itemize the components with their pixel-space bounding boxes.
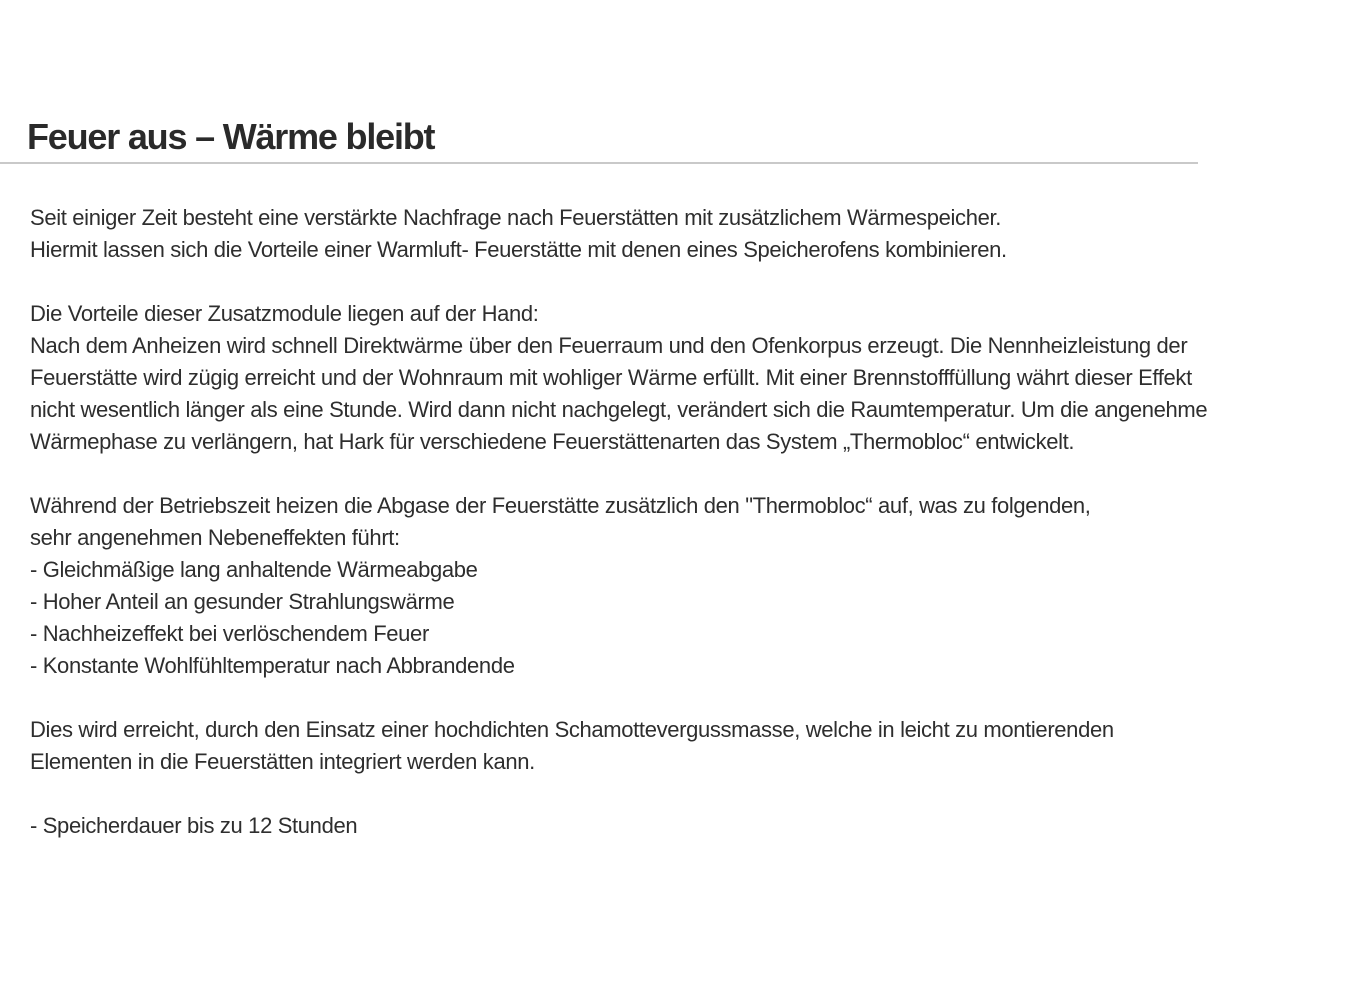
paragraph-spacer [30,682,1335,714]
page-title: Feuer aus – Wärme bleibt [27,116,435,157]
text-line: Dies wird erreicht, durch den Einsatz einer hochdichten Schamottevergussmasse, welche in leicht zu montierenden [30,717,1114,742]
paragraph-spacer [30,458,1335,490]
text-line: Während der Betriebszeit heizen die Abgase der Feuerstätte zusätzlich den "Thermobloc“ auf, was zu folgenden, [30,493,1091,518]
paragraph-side-effects [30,490,1335,682]
paragraph-spacer [30,266,1335,298]
article-body [30,202,1335,842]
text-line: Feuerstätte wird zügig erreicht und der Wohnraum mit wohliger Wärme erfüllt. Mit einer Brennstofffüllung währt dieser Effekt [30,365,1192,390]
paragraph-spacer [30,778,1335,810]
text-line: nicht wesentlich länger als eine Stunde. Wird dann nicht nachgelegt, verändert sich die Raumtemperatur. Um die angenehme [30,397,1208,422]
list-item: - Hoher Anteil an gesunder Strahlungswärme [30,589,455,614]
list-item: - Gleichmäßige lang anhaltende Wärmeabgabe [30,557,478,582]
list-item: - Konstante Wohlfühltemperatur nach Abbrandende [30,653,515,678]
text-line: Wärmephase zu verlängern, hat Hark für verschiedene Feuerstättenarten das System „Thermobloc“ entwickelt. [30,429,1075,454]
list-item: - Speicherdauer bis zu 12 Stunden [30,813,358,838]
text-line: Elementen in die Feuerstätten integriert werden kann. [30,749,535,774]
text-line: Seit einiger Zeit besteht eine verstärkte Nachfrage nach Feuerstätten mit zusätzlichem Wärmespeicher. [30,205,1002,230]
text-line: Die Vorteile dieser Zusatzmodule liegen auf der Hand: [30,301,539,326]
text-line: Hiermit lassen sich die Vorteile einer Warmluft- Feuerstätte mit denen eines Speicherofens kombinieren. [30,237,1007,262]
text-line: Nach dem Anheizen wird schnell Direktwärme über den Feuerraum und den Ofenkorpus erzeugt. Die Nennheizleistung der [30,333,1188,358]
paragraph-advantages [30,298,1335,458]
title-divider [0,162,1198,164]
paragraph-intro [30,202,1335,266]
list-item: - Nachheizeffekt bei verlöschendem Feuer [30,621,429,646]
paragraph-storage-duration [30,810,1335,842]
text-line: sehr angenehmen Nebeneffekten führt: [30,525,400,550]
paragraph-material [30,714,1335,778]
